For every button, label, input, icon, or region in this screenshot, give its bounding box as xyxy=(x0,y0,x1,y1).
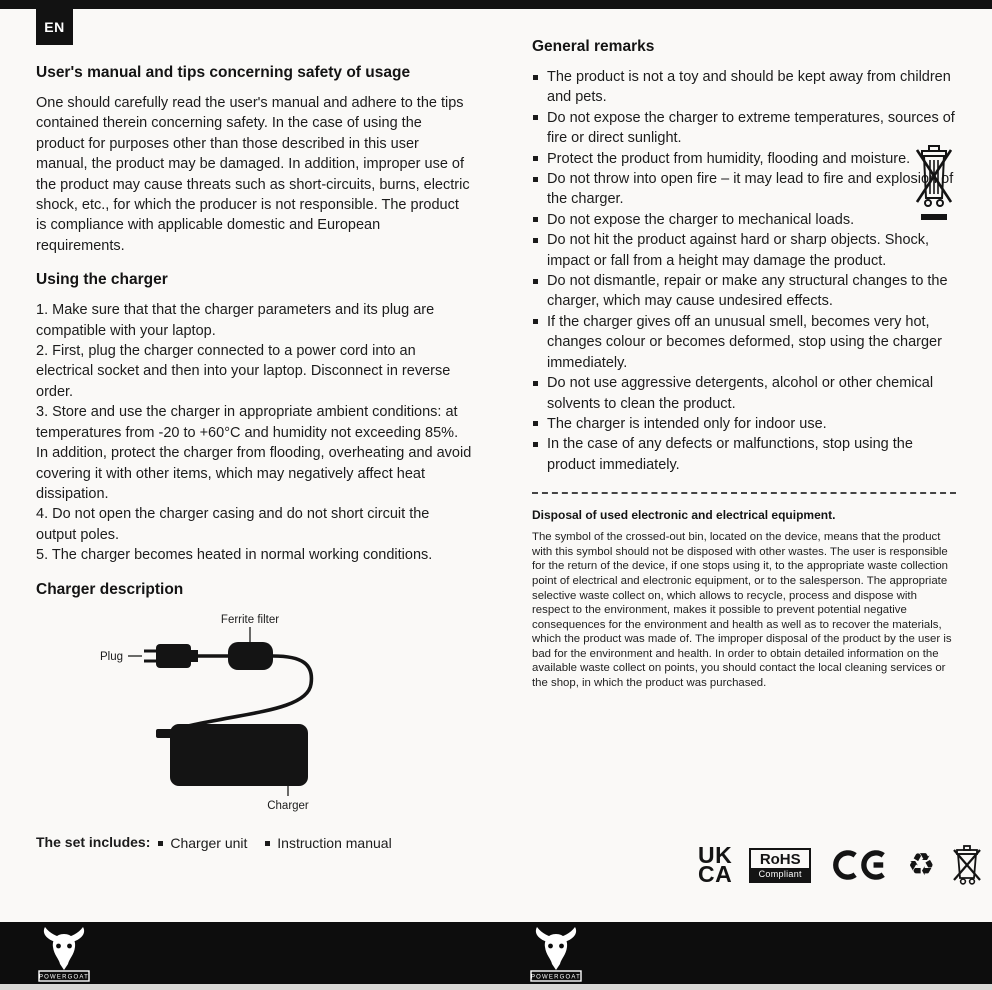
charger-step: 4. Do not open the charger casing and do not short circuit the output poles. xyxy=(36,506,430,543)
remark-item: Do not throw into open fire – it may lead to fire and explosion of the charger. xyxy=(532,169,956,210)
remark-item: Do not expose the charger to mechanical loads. xyxy=(532,210,956,230)
powergoat-logo-text: POWERGOAT xyxy=(530,974,582,981)
general-remarks-title: General remarks xyxy=(532,38,655,55)
charger-step: 1. Make sure that that the charger parameters and its plug are compatible with your laptop. xyxy=(36,302,435,339)
recycle-icon: ♻ xyxy=(907,846,936,883)
square-bullet-icon xyxy=(533,319,538,324)
square-bullet-icon xyxy=(533,156,538,161)
right-column xyxy=(532,38,956,691)
charger-body xyxy=(170,724,308,786)
using-charger-title: Using the charger xyxy=(36,271,168,289)
ukca-mark: UK CA xyxy=(698,842,733,887)
ferrite-filter xyxy=(228,642,273,670)
crossed-bin-icon xyxy=(952,844,982,886)
remark-item: Do not expose the charger to extreme temperatures, sources of fire or direct sunlight. xyxy=(532,108,956,149)
charger-diagram-illustration xyxy=(100,610,420,815)
set-includes-items xyxy=(158,833,405,852)
remark-item: If the charger gives off an unusual smell, becomes very hot, changes colour or becomes deformed, stop using the charger immediately. xyxy=(532,312,956,373)
remark-item: Protect the product from humidity, flooding and moisture. xyxy=(532,149,956,169)
rohs-mark: RoHS Compliant xyxy=(749,848,811,883)
square-bullet-icon xyxy=(265,841,270,846)
set-includes-line xyxy=(36,833,472,852)
square-bullet-icon xyxy=(533,177,538,182)
top-black-bar xyxy=(0,0,992,9)
charger-diagram xyxy=(100,610,472,815)
square-bullet-icon xyxy=(533,115,538,120)
square-bullet-icon xyxy=(533,421,538,426)
remark-item: Do not hit the product against hard or sharp objects. Shock, impact or fall from a height may damage the product. xyxy=(532,230,956,271)
footer-bar xyxy=(0,922,992,984)
remark-item: The product is not a toy and should be kept away from children and pets. xyxy=(532,67,956,108)
set-includes-label: The set includes: xyxy=(36,833,151,850)
remark-item: Do not use aggressive detergents, alcohol or other chemical solvents to clean the product. xyxy=(532,373,956,414)
disposal-title: Disposal of used electronic and electrical equipment. xyxy=(532,508,836,523)
charger-step: 5. The charger becomes heated in normal working conditions. xyxy=(36,547,433,564)
ferrite-filter-label: Ferrite filter xyxy=(220,613,280,626)
usage-section-title: User's manual and tips concerning safety of usage xyxy=(36,64,411,81)
weee-crossed-bin-icon xyxy=(916,142,952,236)
square-bullet-icon xyxy=(533,75,538,80)
language-badge: EN xyxy=(36,9,73,45)
disposal-body: The symbol of the crossed-out bin, located on the device, means that the product with this symbol should not be disposed with other wastes. The user is responsible for the return of the device, if one stops using it, to the appropriate waste collection point of electrical and electronic equipment, or to the salesperson. The appropriate selective waste collect on, which allows to recycle, process and dispose with respect to the environment, makes it possible to prevent potential negative consequences for the environment and health as well as to recover the materials, which the product was made of. The improper disposal of the product by the user is bad for the environment and health. In order to obtain detailed information on the available waste collect on points, you should contact the local cleaning services or the shop, in which the product was purchased. xyxy=(532,531,952,690)
square-bullet-icon xyxy=(533,238,538,243)
powergoat-logo-text: POWERGOAT xyxy=(38,974,90,981)
set-includes-item: Charger unit xyxy=(158,835,247,851)
plug-label: Plug xyxy=(100,650,124,663)
dashed-divider xyxy=(532,492,956,494)
using-charger-steps xyxy=(36,300,472,565)
remark-item: In the case of any defects or malfunctions, stop using the product immediately. xyxy=(532,434,956,475)
square-bullet-icon xyxy=(158,841,163,846)
plug-body xyxy=(156,644,191,668)
charger-step: 3. Store and use the charger in appropriate ambient conditions: at temperatures from -20 to +60°C and humidity not exceeding 85%. In addition, protect the charger from flooding, overheating and avoid covering it with other items, which may negatively affect heat dissipation. xyxy=(36,404,472,502)
square-bullet-icon xyxy=(533,279,538,284)
charger-step: 2. First, plug the charger connected to a power cord into an electrical socket and then into your laptop. Disconnect in reverse order. xyxy=(36,343,451,400)
remark-item: Do not dismantle, repair or make any structural changes to the charger, which may cause undesired effects. xyxy=(532,271,956,312)
general-remarks-list xyxy=(532,67,956,475)
charger-description-title: Charger description xyxy=(36,580,184,598)
remark-item: The charger is intended only for indoor use. xyxy=(532,414,956,434)
left-column xyxy=(36,64,472,851)
charger-label: Charger xyxy=(267,799,309,812)
square-bullet-icon xyxy=(533,442,538,447)
page-bottom-edge xyxy=(0,984,992,990)
powergoat-logo xyxy=(36,925,92,983)
compliance-marks xyxy=(698,844,982,886)
set-includes-item: Instruction manual xyxy=(265,835,391,851)
square-bullet-icon xyxy=(533,381,538,386)
usage-section-body: One should carefully read the user's manual and adhere to the tips contained therein concerning safety. In the case of using the product for purposes other than those described in this user manual, the product may be damaged. In addition, improper use of the product may cause threats such as short-circuits, burns, electric shock, etc., for which the producer is not responsible. The product is compliance with applicable domestic and European requirements. xyxy=(36,95,470,254)
square-bullet-icon xyxy=(533,217,538,222)
powergoat-logo xyxy=(528,925,584,983)
ce-mark-icon xyxy=(828,848,890,882)
